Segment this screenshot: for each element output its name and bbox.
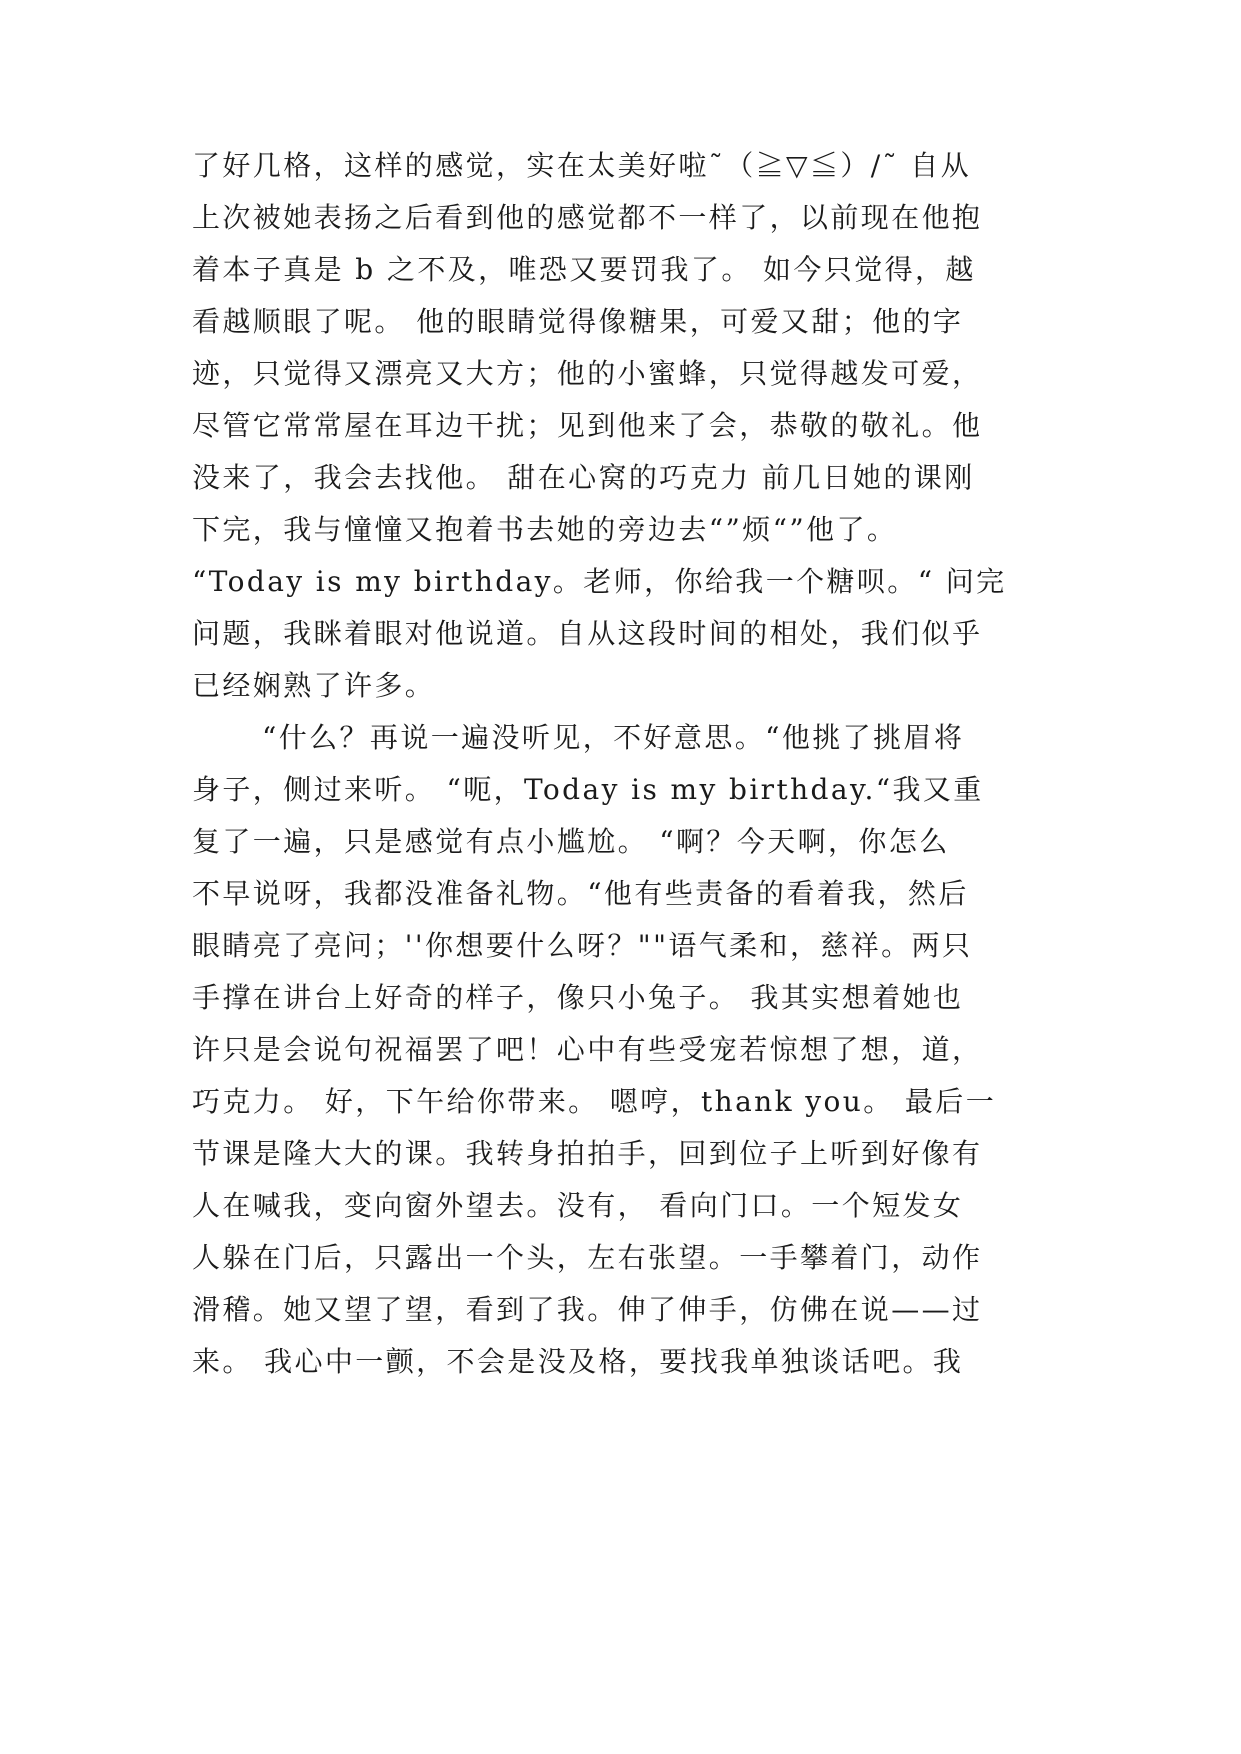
text-line: 巧克力。 好，下午给你带来。 嗯哼，thank you。 最后一 <box>192 1085 997 1118</box>
text-line: 手撑在讲台上好奇的样子，像只小兔子。 我其实想着她也 <box>192 981 964 1014</box>
text-line: 不早说呀，我都没准备礼物。“他有些责备的看着我，然后 <box>192 877 969 910</box>
text-line: 许只是会说句祝福罢了吧！心中有些受宠若惊想了想，道， <box>192 1033 983 1066</box>
text-line: 问题，我眯着眼对他说道。自从这段时间的相处，我们似乎 <box>192 617 983 650</box>
text-line: 看越顺眼了呢。 他的眼睛觉得像糖果，可爱又甜；他的字 <box>192 305 964 338</box>
text-line: 上次被她表扬之后看到他的感觉都不一样了，以前现在他抱 <box>192 201 983 234</box>
text-line: 着本子真是 b 之不及，唯恐又要罚我了。 如今只觉得，越 <box>192 253 976 286</box>
text-line: “Today is my birthday。老师，你给我一个糖呗。“ 问完 <box>192 565 1007 598</box>
text-line: 人在喊我，变向窗外望去。没有， 看向门口。一个短发女 <box>192 1189 964 1222</box>
text-line: 滑稽。她又望了望，看到了我。伸了伸手，仿佛在说——过 <box>192 1293 983 1326</box>
text-line: 没来了，我会去找他。 甜在心窝的巧克力 前几日她的课刚 <box>192 461 975 494</box>
text-line: 眼睛亮了亮问；''你想要什么呀？""语气柔和，慈祥。两只 <box>192 929 973 962</box>
text-line: 迹，只觉得又漂亮又大方；他的小蜜蜂，只觉得越发可爱， <box>192 357 983 390</box>
text-line: 已经娴熟了许多。 <box>192 669 436 702</box>
text-line: 来。 我心中一颤，不会是没及格，要找我单独谈话吧。我 <box>192 1345 964 1378</box>
text-line: 节课是隆大大的课。我转身拍拍手，回到位子上听到好像有 <box>192 1137 983 1170</box>
text-line: 尽管它常常屋在耳边干扰；见到他来了会，恭敬的敬礼。他 <box>192 409 983 442</box>
text-line: 人躲在门后，只露出一个头，左右张望。一手攀着门，动作 <box>192 1241 983 1274</box>
text-line: 了好几格，这样的感觉，实在太美好啦˜（≧▽≦）/˜ 自从 <box>192 149 972 182</box>
paragraph-first-line: “什么？再说一遍没听见，不好意思。“他挑了挑眉将 <box>262 721 965 754</box>
text-line: 下完，我与憧憧又抱着书去她的旁边去“”烦“”他了。 <box>192 513 898 546</box>
text-line: 身子，侧过来听。 “呃，Today is my birthday.“我又重 <box>192 773 984 806</box>
text-line: 复了一遍，只是感觉有点小尴尬。 “啊？今天啊，你怎么 <box>192 825 950 858</box>
